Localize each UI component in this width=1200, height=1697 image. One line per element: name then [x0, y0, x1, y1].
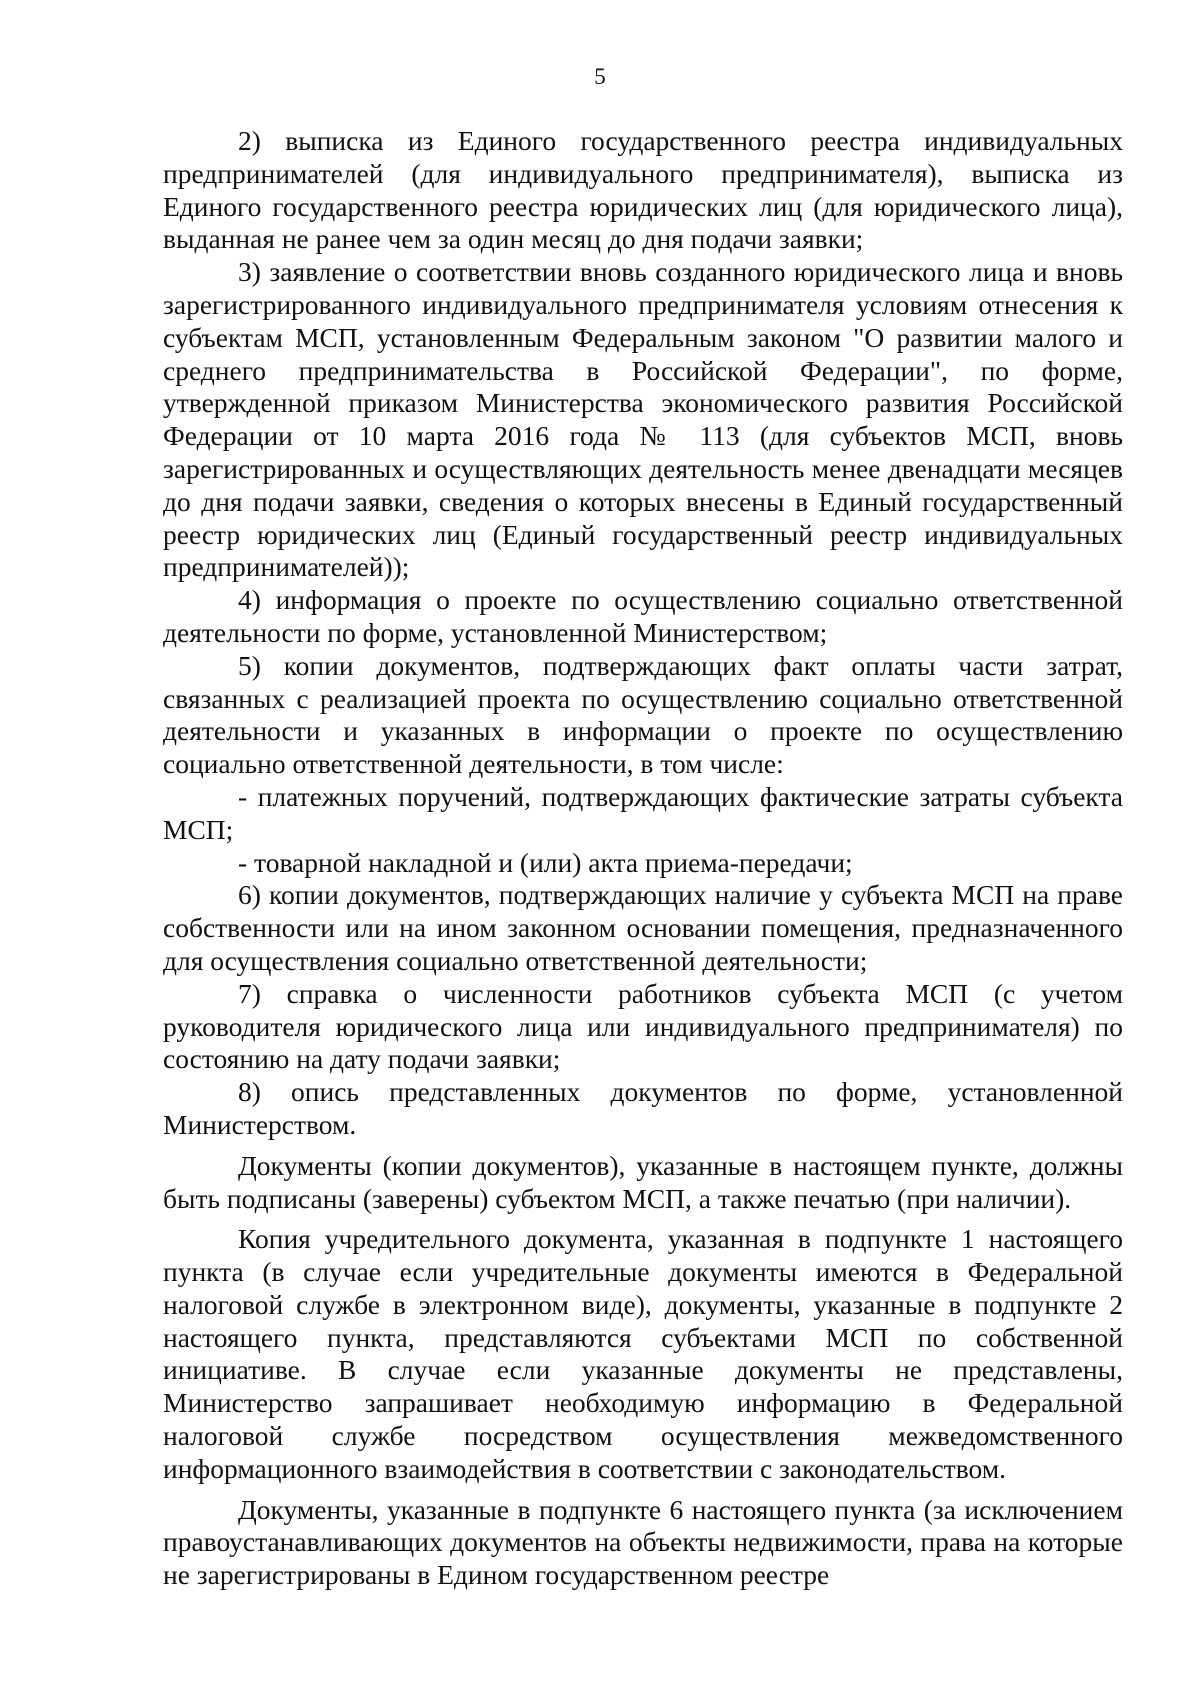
paragraph-item-8-inventory: 8) опись представленных документов по форме, установленной Министерством. — [163, 1076, 1123, 1140]
paragraph-item-6-premises-docs: 6) копии документов, подтверждающих наличие у субъекта МСП на праве собственности или на ином законном основании помещения, предназначенного для осуществления социально ответственной деятельности; — [163, 879, 1123, 976]
paragraph-item-2-egrip-extract: 2) выписка из Единого государственного реестра индивидуальных предпринимателей (для индивидуального предпринимателя), выписка из Единого государственного реестра юридических лиц (для юридического лица), выданная не ранее чем за один месяц до дня подачи заявки; — [163, 125, 1123, 255]
paragraph-item-3-msp-statement: 3) заявление о соответствии вновь созданного юридического лица и вновь зарегистрированного индивидуального предпринимателя условиям отнесения к субъектам МСП, установленным Федеральным законом "О развитии малого и среднего предпринимательства в Российской Федерации", по форме, утвержденной приказом Министерства экономического развития Российской Федерации от 10 марта 2016 года № 113 (для субъектов МСП, вновь зарегистрированных и осуществляющих деятельность менее двенадцати месяцев до дня подачи заявки, сведения о которых внесены в Единый государственный реестр юридических лиц (Единый государственный реестр индивидуальных предпринимателей)); — [163, 256, 1123, 583]
paragraph-waybill: - товарной накладной и (или) акта приема-передачи; — [238, 846, 853, 878]
paragraph-signing-requirement: Документы (копии документов), указанные в настоящем пункте, должны быть подписаны (заверены) субъектом МСП, а также печатью (при наличии). — [163, 1149, 1123, 1214]
document-body — [163, 125, 1123, 1592]
paragraph-item-6-documents: Документы, указанные в подпункте 6 настоящего пункта (за исключением правоустанавливающих документов на объекты недвижимости, права на которые не зарегистрированы в Едином государственном реестре — [163, 1493, 1123, 1591]
paragraph-item-5-payment-docs: 5) копии документов, подтверждающих факт оплаты части затрат, связанных с реализацией проекта по осуществлению социально ответственной деятельности и указанных в информации о проекте по осуществлению социально ответственной деятельности, в том числе: — [163, 649, 1123, 780]
paragraph-own-initiative: Копия учредительного документа, указанная в подпункте 1 настоящего пункта (в случае если учредительные документы имеются в Федеральной налоговой службе в электронном виде), документы, указанные в подпункте 2 настоящего пункта, представляются субъектами МСП по собственной инициативе. В случае если указанные документы не представлены, Министерство запрашивает необходимую информацию в Федеральной налоговой службе посредством осуществления межведомственного информационного взаимодействия в соответствии с законодательством. — [163, 1223, 1123, 1484]
paragraph-payment-orders: - платежных поручений, подтверждающих фактические затраты субъекта МСП; — [163, 780, 1123, 845]
paragraph-item-4-project-info: 4) информация о проекте по осуществлению социально ответственной деятельности по форме, установленной Министерством; — [163, 584, 1123, 648]
paragraph-item-7-headcount: 7) справка о численности работников субъекта МСП (с учетом руководителя юридического лица или индивидуального предпринимателя) по состоянию на дату подачи заявки; — [163, 977, 1123, 1075]
page-number: 5 — [594, 64, 606, 89]
